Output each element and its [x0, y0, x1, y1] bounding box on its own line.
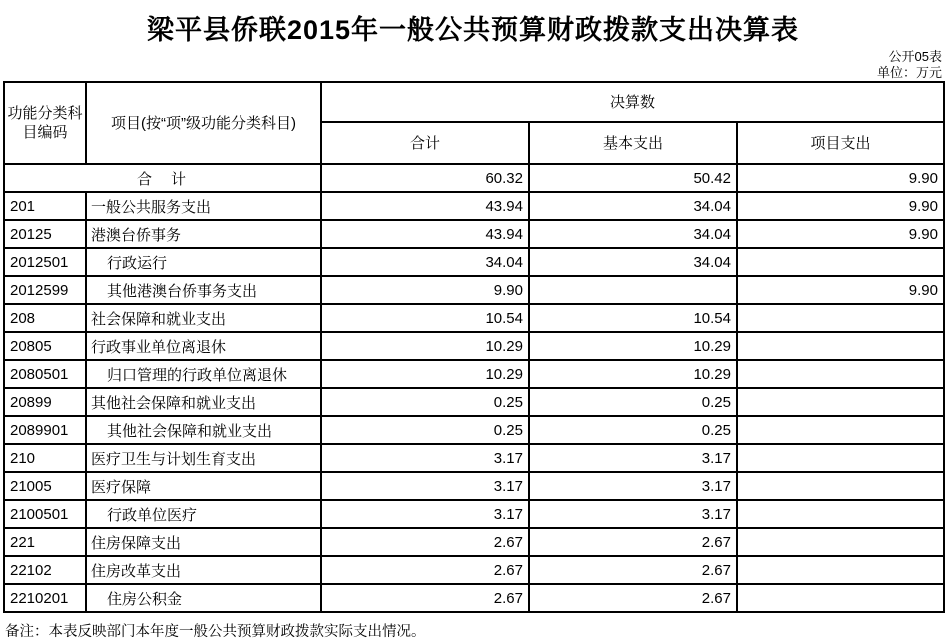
table-row — [4, 276, 944, 304]
item-name-cell: 住房改革支出 — [86, 556, 321, 584]
basic-expense-cell: 2.67 — [529, 584, 737, 612]
total-amount-cell: 0.25 — [321, 416, 529, 444]
header-total: 合计 — [321, 122, 529, 164]
table-row — [4, 388, 944, 416]
project-expense-cell — [737, 304, 944, 332]
project-expense-cell: 9.90 — [737, 192, 944, 220]
function-code-cell: 20805 — [4, 332, 86, 360]
basic-expense-cell: 2.67 — [529, 556, 737, 584]
total-amount-cell: 34.04 — [321, 248, 529, 276]
project-expense-cell — [737, 360, 944, 388]
total-amount-cell: 60.32 — [321, 164, 529, 192]
project-expense-cell — [737, 500, 944, 528]
item-name-cell: 社会保障和就业支出 — [86, 304, 321, 332]
total-amount-cell: 10.54 — [321, 304, 529, 332]
table-row — [4, 164, 944, 192]
header-code: 功能分类科目编码 — [4, 82, 86, 164]
item-name-cell: 其他港澳台侨事务支出 — [86, 276, 321, 304]
header-basic: 基本支出 — [529, 122, 737, 164]
function-code-cell: 210 — [4, 444, 86, 472]
item-name-cell: 住房保障支出 — [86, 528, 321, 556]
header-final-accounts: 决算数 — [321, 82, 944, 122]
table-header — [4, 82, 944, 164]
function-code-cell: 2089901 — [4, 416, 86, 444]
project-expense-cell — [737, 472, 944, 500]
item-name-cell: 行政事业单位离退休 — [86, 332, 321, 360]
table-row — [4, 248, 944, 276]
item-name-cell: 医疗卫生与计划生育支出 — [86, 444, 321, 472]
total-amount-cell: 10.29 — [321, 360, 529, 388]
header-item: 项目(按“项”级功能分类科目) — [86, 82, 321, 164]
item-name-cell: 归口管理的行政单位离退休 — [86, 360, 321, 388]
basic-expense-cell: 34.04 — [529, 220, 737, 248]
item-name-cell: 港澳台侨事务 — [86, 220, 321, 248]
total-amount-cell: 43.94 — [321, 192, 529, 220]
item-name-cell: 一般公共服务支出 — [86, 192, 321, 220]
function-code-cell: 21005 — [4, 472, 86, 500]
item-name-cell: 其他社会保障和就业支出 — [86, 388, 321, 416]
header-row-top — [4, 82, 944, 122]
function-code-cell: 20125 — [4, 220, 86, 248]
table-row — [4, 332, 944, 360]
basic-expense-cell: 3.17 — [529, 500, 737, 528]
table-row — [4, 192, 944, 220]
function-code-cell: 2012599 — [4, 276, 86, 304]
sheet-number-label: 公开05表 — [888, 49, 942, 64]
basic-expense-cell: 0.25 — [529, 416, 737, 444]
function-code-cell: 2080501 — [4, 360, 86, 388]
table-meta — [0, 49, 942, 81]
project-expense-cell — [737, 528, 944, 556]
table-row — [4, 360, 944, 388]
table-row — [4, 416, 944, 444]
project-expense-cell: 9.90 — [737, 220, 944, 248]
total-amount-cell: 2.67 — [321, 584, 529, 612]
total-amount-cell: 3.17 — [321, 472, 529, 500]
item-name-cell: 医疗保障 — [86, 472, 321, 500]
basic-expense-cell: 2.67 — [529, 528, 737, 556]
project-expense-cell: 9.90 — [737, 276, 944, 304]
project-expense-cell — [737, 332, 944, 360]
basic-expense-cell: 10.54 — [529, 304, 737, 332]
item-name-cell: 行政单位医疗 — [86, 500, 321, 528]
item-name-cell: 行政运行 — [86, 248, 321, 276]
basic-expense-cell: 3.17 — [529, 472, 737, 500]
table-row — [4, 444, 944, 472]
project-expense-cell — [737, 444, 944, 472]
basic-expense-cell: 3.17 — [529, 444, 737, 472]
header-project: 项目支出 — [737, 122, 944, 164]
grand-total-label: 合 计 — [4, 164, 321, 192]
table-row — [4, 304, 944, 332]
total-amount-cell: 2.67 — [321, 556, 529, 584]
total-amount-cell: 3.17 — [321, 500, 529, 528]
basic-expense-cell: 50.42 — [529, 164, 737, 192]
basic-expense-cell: 10.29 — [529, 360, 737, 388]
basic-expense-cell — [529, 276, 737, 304]
project-expense-cell — [737, 248, 944, 276]
total-amount-cell: 3.17 — [321, 444, 529, 472]
item-name-cell: 住房公积金 — [86, 584, 321, 612]
function-code-cell: 20899 — [4, 388, 86, 416]
table-row — [4, 500, 944, 528]
function-code-cell: 2012501 — [4, 248, 86, 276]
project-expense-cell — [737, 388, 944, 416]
project-expense-cell: 9.90 — [737, 164, 944, 192]
project-expense-cell — [737, 416, 944, 444]
footnote: 备注：本表反映部门本年度一般公共预算财政拨款实际支出情况。 — [5, 624, 426, 640]
basic-expense-cell: 0.25 — [529, 388, 737, 416]
total-amount-cell: 43.94 — [321, 220, 529, 248]
item-name-cell: 其他社会保障和就业支出 — [86, 416, 321, 444]
function-code-cell: 22102 — [4, 556, 86, 584]
total-amount-cell: 9.90 — [321, 276, 529, 304]
project-expense-cell — [737, 584, 944, 612]
project-expense-cell — [737, 556, 944, 584]
table-body — [4, 164, 944, 612]
page-title: 梁平县侨联2015年一般公共预算财政拨款支出决算表 — [146, 15, 800, 45]
function-code-cell: 221 — [4, 528, 86, 556]
function-code-cell: 2210201 — [4, 584, 86, 612]
basic-expense-cell: 34.04 — [529, 192, 737, 220]
function-code-cell: 208 — [4, 304, 86, 332]
page — [0, 8, 946, 639]
unit-label: 单位：万元 — [876, 65, 942, 80]
total-amount-cell: 0.25 — [321, 388, 529, 416]
table-row — [4, 472, 944, 500]
table-row — [4, 584, 944, 612]
table-row — [4, 528, 944, 556]
total-amount-cell: 2.67 — [321, 528, 529, 556]
table-row — [4, 556, 944, 584]
basic-expense-cell: 10.29 — [529, 332, 737, 360]
basic-expense-cell: 34.04 — [529, 248, 737, 276]
function-code-cell: 201 — [4, 192, 86, 220]
total-amount-cell: 10.29 — [321, 332, 529, 360]
expenditure-table — [3, 81, 945, 613]
table-row — [4, 220, 944, 248]
function-code-cell: 2100501 — [4, 500, 86, 528]
